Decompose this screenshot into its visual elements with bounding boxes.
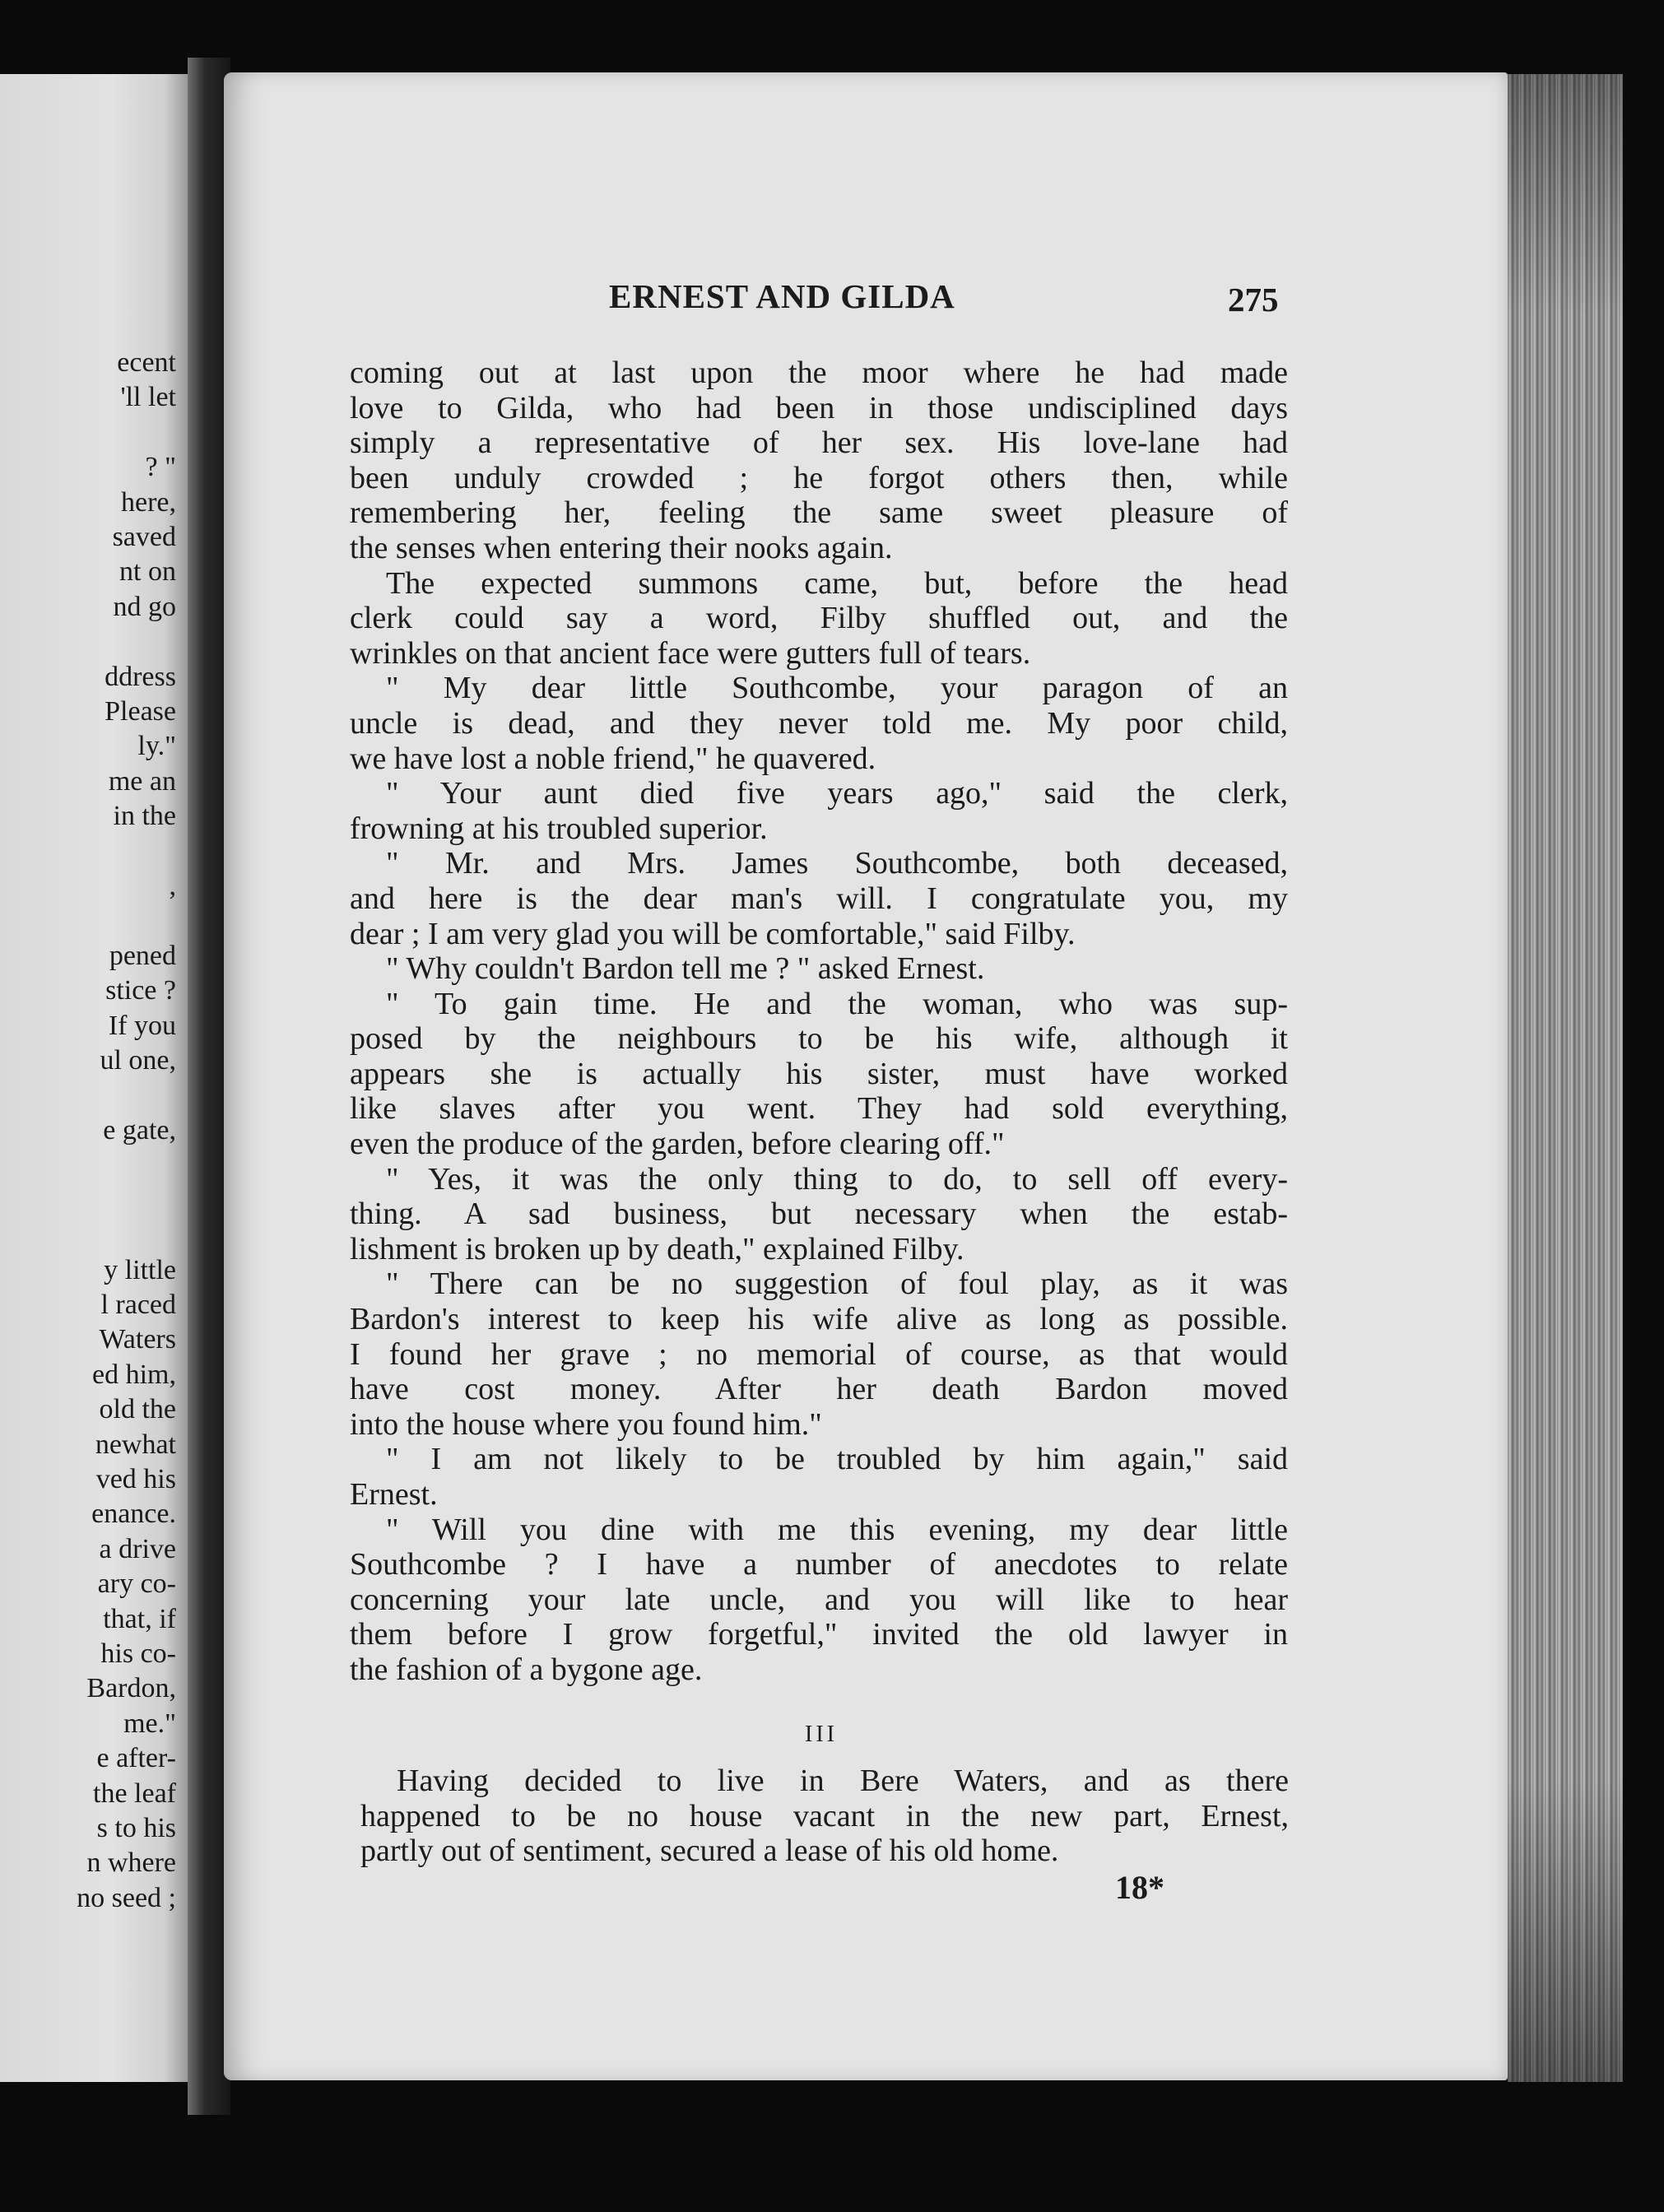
text-line: his co- — [100, 1638, 176, 1670]
text-line: we have lost a noble friend," he quavered. — [350, 741, 876, 776]
text-line: thing. A sad business, but necessary when the estab- — [350, 1197, 1288, 1232]
text-line: happened to be no house vacant in the new part, Ernest, — [360, 1798, 1289, 1833]
text-line: Waters — [99, 1324, 176, 1355]
text-line: saved — [112, 522, 176, 553]
left-facing-page — [0, 74, 188, 2082]
text-line: enance. — [91, 1499, 176, 1530]
text-line: lishment is broken up by death," explained Filby. — [350, 1231, 964, 1266]
text-line: stice ? — [105, 975, 176, 1006]
text-line — [0, 625, 176, 659]
text-line: ly." — [137, 731, 176, 762]
text-line: " To gain time. He and the woman, who was sup- — [386, 986, 1288, 1021]
text-line: y little — [104, 1254, 176, 1285]
text-line: " There can be no suggestion of foul play, as it was — [386, 1266, 1288, 1302]
text-line: no seed ; — [77, 1882, 176, 1913]
text-line: Bardon's interest to keep his wife alive as long as possible. — [350, 1302, 1288, 1337]
text-line: even the produce of the garden, before clearing off." — [350, 1127, 1005, 1162]
text-line: frowning at his troubled superior. — [350, 811, 768, 846]
text-line: and here is the dear man's will. I congratulate you, my — [350, 881, 1288, 916]
text-line: 'll let — [120, 382, 176, 413]
text-line: concerning your late uncle, and you will like to hear — [350, 1582, 1288, 1617]
text-line: ved his — [95, 1464, 176, 1494]
text-line — [0, 416, 176, 450]
text-line: dear ; I am very glad you will be comfortable," said Filby. — [350, 916, 1076, 951]
text-line: e after- — [96, 1743, 176, 1774]
text-line: uncle is dead, and they never told me. My poor child, — [350, 705, 1288, 741]
left-page-text — [0, 346, 176, 1916]
text-line: Southcombe ? I have a number of anecdotes to relate — [350, 1547, 1288, 1582]
text-line: If you — [108, 1010, 176, 1041]
text-line: e gate, — [103, 1114, 176, 1146]
text-line: ecent — [117, 347, 176, 378]
page-edges-shadow — [1508, 74, 1623, 2082]
body-text — [350, 356, 1288, 1688]
text-line: " Will you dine with me this evening, my dear little — [386, 1512, 1288, 1547]
text-line: " I am not likely to be troubled by him again," said — [386, 1442, 1288, 1477]
text-line: " My dear little Southcombe, your paragon of an — [386, 671, 1288, 706]
page-number: 275 — [1228, 281, 1279, 318]
text-line: the senses when entering their nooks again. — [350, 530, 893, 565]
signature-mark: 18* — [1115, 1869, 1164, 1906]
text-line: simply a representative of her sex. His love-lane had — [350, 425, 1288, 461]
text-line: n where — [86, 1847, 176, 1879]
text-line: Bardon, — [86, 1673, 176, 1704]
text-line: l raced — [100, 1289, 176, 1320]
text-line: " Mr. and Mrs. James Southcombe, both deceased, — [386, 846, 1288, 881]
text-line: " Yes, it was the only thing to do, to sell off every- — [386, 1161, 1288, 1197]
text-line: nt on — [119, 556, 176, 588]
text-line: " Why couldn't Bardon tell me ? " asked Ernest. — [386, 951, 985, 987]
text-line: pened — [109, 940, 176, 971]
running-title: ERNEST AND GILDA — [609, 277, 955, 315]
section-heading: III — [805, 1722, 838, 1747]
text-line: The expected summons came, but, before the head — [386, 565, 1288, 601]
text-line: posed by the neighbours to be his wife, although it — [350, 1021, 1288, 1057]
text-line: ? " — [145, 452, 176, 483]
text-line: like slaves after you went. They had sold everything, — [350, 1091, 1288, 1127]
text-line: a drive — [99, 1533, 176, 1564]
text-line — [0, 1218, 176, 1252]
text-line: , — [169, 871, 176, 902]
text-line: into the house where you found him." — [350, 1406, 822, 1442]
text-line: old the — [99, 1394, 176, 1425]
text-line: ary co- — [97, 1568, 176, 1600]
text-line: partly out of sentiment, secured a lease of his old home. — [360, 1833, 1059, 1869]
text-line: the leaf — [93, 1778, 176, 1809]
text-line: appears she is actually his sister, must have worked — [350, 1056, 1288, 1091]
text-line: Ernest. — [350, 1477, 438, 1512]
text-line: been unduly crowded ; he forgot others then, while — [350, 460, 1288, 495]
text-line — [0, 1079, 176, 1113]
text-line: the fashion of a bygone age. — [350, 1652, 703, 1687]
text-line — [0, 834, 176, 869]
text-line: remembering her, feeling the same sweet pleasure of — [350, 495, 1288, 531]
text-line: Having decided to live in Bere Waters, and as there — [397, 1764, 1289, 1798]
text-line: ed him, — [92, 1359, 176, 1390]
text-line: nd go — [113, 591, 176, 622]
text-line: have cost money. After her death Bardon moved — [350, 1372, 1288, 1407]
text-line: in the — [113, 801, 176, 832]
text-line: wrinkles on that ancient face were gutters full of tears. — [350, 635, 1031, 671]
text-line: s to his — [96, 1813, 176, 1844]
text-line: coming out at last upon the moor where he had made — [350, 356, 1288, 390]
text-line: love to Gilda, who had been in those undisciplined days — [350, 390, 1288, 425]
text-line — [0, 904, 176, 939]
text-line — [0, 1183, 176, 1218]
text-line: Please — [105, 696, 176, 727]
section-text — [360, 1764, 1289, 1869]
text-line: here, — [120, 486, 176, 518]
text-line: ddress — [105, 661, 176, 692]
text-line: me." — [123, 1708, 176, 1739]
text-line: clerk could say a word, Filby shuffled out, and the — [350, 601, 1288, 636]
text-line: I found her grave ; no memorial of course, as that would — [350, 1336, 1288, 1372]
text-line: that, if — [103, 1603, 176, 1634]
text-line: " Your aunt died five years ago," said the clerk, — [386, 776, 1288, 811]
text-line: me an — [108, 765, 176, 797]
text-line: newhat — [95, 1429, 176, 1460]
text-line: them before I grow forgetful," invited the old lawyer in — [350, 1617, 1288, 1652]
text-line — [0, 1148, 176, 1183]
text-line: ul one, — [100, 1045, 176, 1076]
